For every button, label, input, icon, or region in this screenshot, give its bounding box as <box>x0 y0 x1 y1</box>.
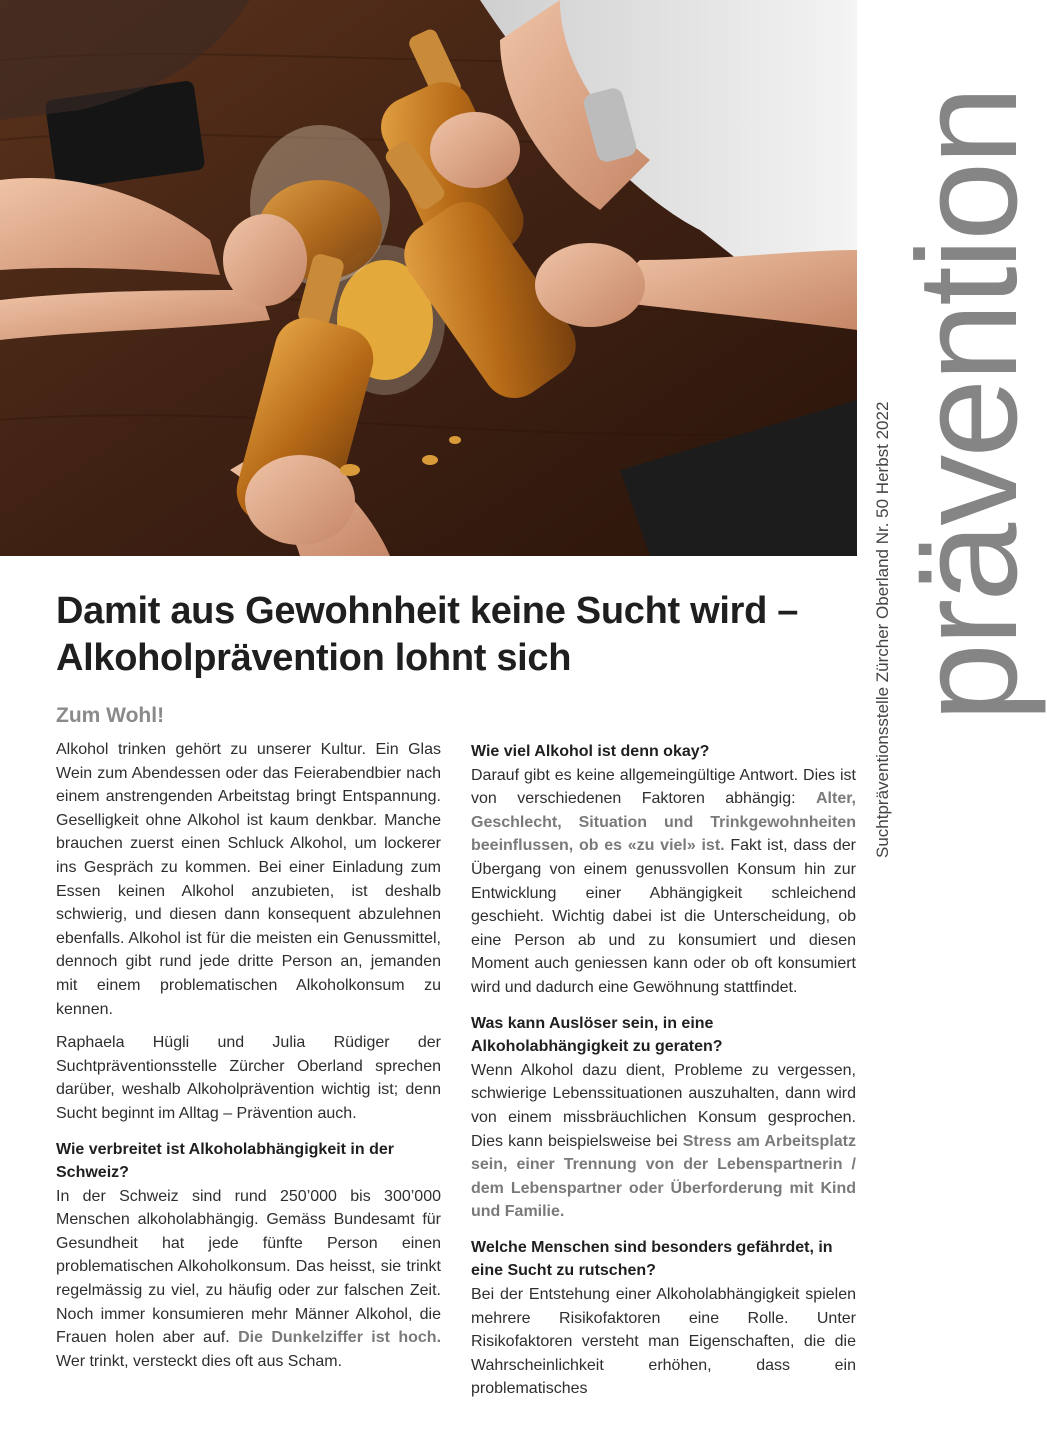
answer-text: Wenn Alkohol dazu dient, Probleme zu vergessen, schwierige Lebenssituationen auszuhalten, dann wird von einem missbräuchlichen Konsum gesprochen. Dies kann beispielsweise bei <box>471 1061 856 1150</box>
answer-paragraph <box>56 1185 441 1374</box>
answer-text: Wer trinkt, versteckt dies oft aus Scham. <box>56 1352 343 1370</box>
article-kicker: Zum Wohl! <box>56 704 165 727</box>
brand-wordmark: prävention <box>888 88 1047 722</box>
highlight-text: Stress am Arbeitsplatz sein, einer Trennung von der Lebenspartnerin / dem Lebenspartner oder Überforderung mit Kind und Familie. <box>471 1132 856 1221</box>
authors-paragraph: Raphaela Hügli und Julia Rüdiger der Suchtpräventionsstelle Zürcher Oberland sprechen darüber, weshalb Alkoholprävention wichtig ist; denn Sucht beginnt im Alltag – Prävention auch. <box>56 1034 441 1122</box>
issue-info: Suchtpräventionsstelle Zürcher Oberland Nr. 50 Herbst 2022 <box>873 401 892 858</box>
hero-photo <box>0 0 857 556</box>
article-headline: Damit aus Gewohnheit keine Sucht wird – Alkoholprävention lohnt sich <box>56 590 799 679</box>
answer-paragraph: Bei der Entstehung einer Alkoholabhängigkeit spielen mehrere Risikofaktoren eine Rolle. Unter Risikofaktoren versteht man Eigenschaften, die die Wahrscheinlichkeit erhöhen, dass ein problematisches <box>471 1286 856 1398</box>
answer-paragraph <box>471 764 856 1000</box>
answer-text: Darauf gibt es keine allgemeingültige Antwort. Dies ist von verschiedenen Faktoren abhängig: <box>471 766 856 808</box>
highlight-text: Alter, Geschlecht, Situation und Trinkgewohnheiten beeinflussen, ob es «zu viel» ist. <box>471 790 856 855</box>
answer-text: Fakt ist, dass der Übergang von einem genussvollen Konsum hin zur Entwicklung einer Abhängigkeit schleichend geschieht. Wichtig dabei ist die Unterscheidung, ob eine Person ab und zu konsumiert und diesen Moment auch geniessen kann oder ob oft konsumiert wird und dadurch eine Gewöhnung stattfindet. <box>471 837 856 996</box>
answer-text: In der Schweiz sind rund 250’000 bis 300’000 Menschen alkoholabhängig. Gemäss Bundesamt für Gesundheit hat jede fünfte Person einen problematischen Alkoholkonsum. Das heisst, sie trinkt regelmässig zu viel, zu häufig oder zur falschen Zeit. Noch immer konsumieren mehr Männer Alkohol, die Frauen holen aber auf. <box>56 1187 441 1347</box>
highlight-text: Die Dunkelziffer ist hoch. <box>238 1329 442 1347</box>
question-heading: Wie verbreitet ist Alkoholabhängigkeit in der Schweiz? <box>56 1140 394 1182</box>
right-column <box>471 740 856 1401</box>
intro-paragraph: Alkohol trinken gehört zu unserer Kultur. Ein Glas Wein zum Abendessen oder das Feierabendbier nach einem anstrengenden Arbeitstag bringt Entspannung. Geselligkeit ohne Alkohol ist kaum denkbar. Manche brauchen zuerst einen Schluck Alkohol, um lockerer ins Gespräch zu kommen. Bei einer Einladung zum Essen keinen Alkohol anzubieten, ist deshalb schwierig, und diesen dann konsequent abzulehnen ebenfalls. Alkohol ist für die meisten ein Genussmittel, dennoch gibt rund jede dritte Person an, jemanden mit einem problematischen Alkoholkonsum zu kennen. <box>56 741 441 1018</box>
question-heading: Was kann Auslöser sein, in eine Alkoholabhängigkeit zu geraten? <box>471 1014 723 1056</box>
question-heading: Wie viel Alkohol ist denn okay? <box>471 743 710 760</box>
toast-photo-icon <box>0 0 857 556</box>
question-heading: Welche Menschen sind besonders gefährdet, in eine Sucht zu rutschen? <box>471 1238 833 1280</box>
answer-paragraph <box>471 1059 856 1224</box>
left-column <box>56 738 441 1373</box>
